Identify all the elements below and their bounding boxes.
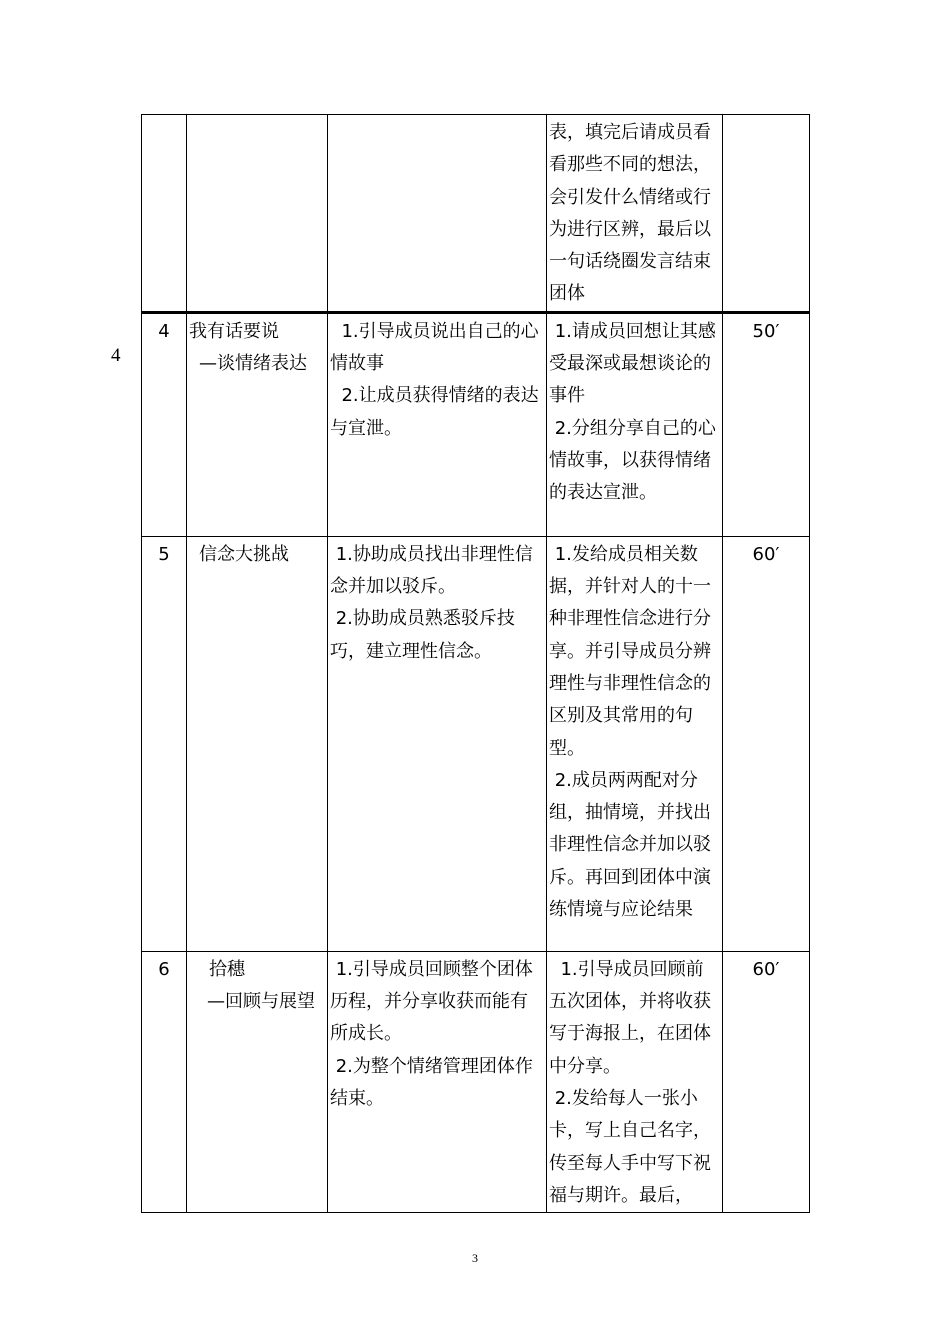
session-title-cell (187, 115, 328, 313)
session-goals-cell: 1.引导成员说出自己的心情故事 2.让成员获得情绪的表达与宣泄。 (328, 312, 547, 536)
session-time-cell: 60′ (723, 951, 810, 1212)
side-section-number: 4 (111, 345, 121, 366)
table-row (142, 951, 810, 1212)
session-activities-cell: 1.发给成员相关数据，并针对人的十一种非理性信念进行分享。并引导成员分辨理性与非理性信念的区别及其常用的句型。 2.成员两两配对分组，抽情境，并找出非理性信念并加以驳斥。再回到团体中演练情境与应论结果 (547, 536, 723, 951)
session-goals-cell: 1.引导成员回顾整个团体历程，并分享收获而能有所成长。 2.为整个情绪管理团体作结束。 (328, 951, 547, 1212)
session-index-cell (142, 115, 187, 313)
session-title: 我有话要说 (189, 320, 279, 342)
session-subtitle: —回顾与展望 (207, 991, 315, 1013)
session-index-cell: 5 (142, 536, 187, 951)
page-number: 3 (472, 1251, 478, 1265)
session-goals-cell: 1.协助成员找出非理性信念并加以驳斥。 2.协助成员熟悉驳斥技巧，建立理性信念。 (328, 536, 547, 951)
session-title: 拾穗 (209, 958, 245, 980)
table-row (142, 115, 810, 313)
session-index-cell: 4 (142, 312, 187, 536)
table-row (142, 312, 810, 536)
session-title: 信念大挑战 (199, 543, 289, 565)
session-time-cell (723, 115, 810, 313)
session-plan-table (141, 114, 810, 1213)
session-subtitle: —谈情绪表达 (199, 353, 307, 375)
session-title-cell (187, 951, 328, 1212)
session-activities-cell: 1.请成员回想让其感受最深或最想谈论的事件 2.分组分享自己的心情故事，以获得情绪的表达宣泄。 (547, 312, 723, 536)
session-title-cell (187, 312, 328, 536)
session-activities-cell: 表，填完后请成员看看那些不同的想法，会引发什么情绪或行为进行区辨，最后以一句话绕圈发言结束团体 (547, 115, 723, 313)
session-time-cell: 60′ (723, 536, 810, 951)
session-time-cell: 50′ (723, 312, 810, 536)
session-title-cell (187, 536, 328, 951)
session-index-cell: 6 (142, 951, 187, 1212)
table-row (142, 536, 810, 951)
session-activities-cell: 1.引导成员回顾前五次团体，并将收获写于海报上，在团体中分享。 2.发给每人一张小卡，写上自己名字，传至每人手中写下祝福与期许。最后， (547, 951, 723, 1212)
session-goals-cell (328, 115, 547, 313)
